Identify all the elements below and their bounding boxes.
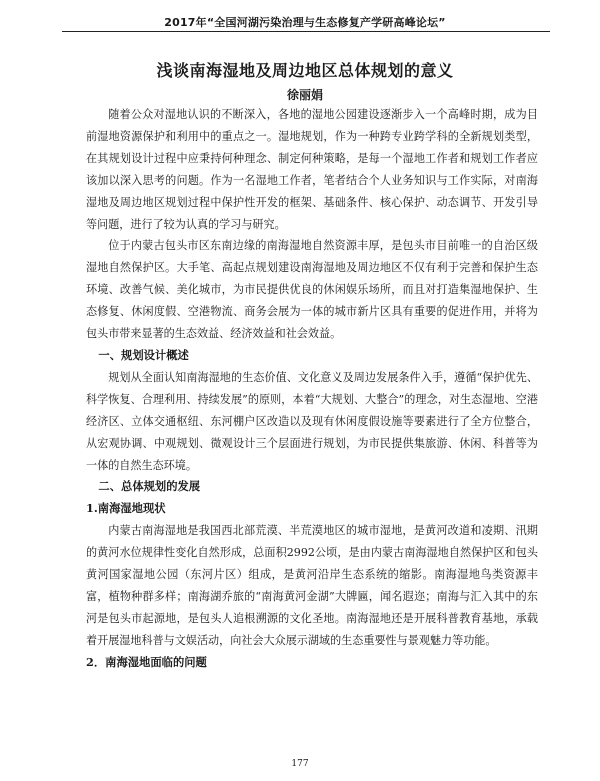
author-name: 徐丽娟 <box>286 88 323 102</box>
header-rule <box>62 31 550 32</box>
section-2-heading: 二、总体规划的发展 <box>98 479 201 494</box>
running-header: 2017年“全国河湖污染治理与生态修复产学研高峰论坛” <box>164 16 446 29</box>
subsection-1-heading: 1.南海湿地现状 <box>86 501 166 516</box>
intro-paragraph-1: 随着公众对湿地认识的不断深入，各地的湿地公园建设逐渐步入一个高峰时期，成为目前湿地资源保护和利用中的重点之一。湿地规划，作为一种跨专业跨学科的全新规划类型，在其规划设计过程中应秉持何种理念、制定何种策略，是每一个湿地工作者和规划工作者应该加以深入思考的问题。作为一名湿地工作者，笔者结合个人业务知识与工作实际，对南海湿地及周边地区规划过程中保护性开发的框架、基础条件、核心保护、动态调节、开发引导等问题，进行了较为认真的学习与研究。 <box>86 108 538 231</box>
section-1-heading: 一、规划设计概述 <box>98 347 189 362</box>
subsection-1-paragraph: 内蒙古南海湿地是我国西北部荒漠、半荒漠地区的城市湿地，是黄河改道和凌期、汛期的黄河水位规律性变化自然形成，总面积2992公顷，是由内蒙古南海湿地自然保护区和包头黄河国家湿地公园（东河片区）组成，是黄河沿岸生态系统的缩影。南海湿地鸟类资源丰富，植物种群多样；南海湖乔旅的“南海黄河金湖”大牌匾，闻名遐迩；南海与汇入其中的东河是包头市起源地，是包头人追根溯源的文化圣地。南海湿地还是开展科普教育基地，承载着开展湿地科普与文娱活动，向社会大众展示湖域的生态重要性与景观魅力等功能。 <box>86 524 538 647</box>
paper-body <box>86 104 538 674</box>
intro-paragraph-2: 位于内蒙古包头市区东南边缘的南海湿地自然资源丰厚，是包头市目前唯一的自治区级湿地自然保护区。大手笔、高起点规划建设南海湿地及周边地区不仅有利于完善和保护生态环境、改善气候、美化城市，为市民提供优良的休闲娱乐场所，而且对打造集湿地保护、生态修复、休闲度假、空港物流、商务会展为一体的城市新片区具有重要的促进作用，并将为包头市带来显著的生态效益、经济效益和社会效益。 <box>86 239 538 341</box>
paper-title: 浅谈南海湿地及周边地区总体规划的意义 <box>156 61 454 80</box>
subsection-2-heading: 2．南海湿地面临的问题 <box>86 654 207 669</box>
section-1-paragraph: 规划从全面认知南海湿地的生态价值、文化意义及周边发展条件入手，遵循“保护优先、科学恢复、合理利用、持续发展”的原则，本着“大规划、大整合”的理念，对生态湿地、空港经济区、立体交通枢纽、东河棚户区改造以及现有休闲度假设施等要素进行了全方位整合，从宏观协调、中观规划、微观设计三个层面进行规划，为市民提供集旅游、休闲、科普等为一体的自然生态环境。 <box>86 370 538 472</box>
page-number: 177 <box>291 759 309 769</box>
